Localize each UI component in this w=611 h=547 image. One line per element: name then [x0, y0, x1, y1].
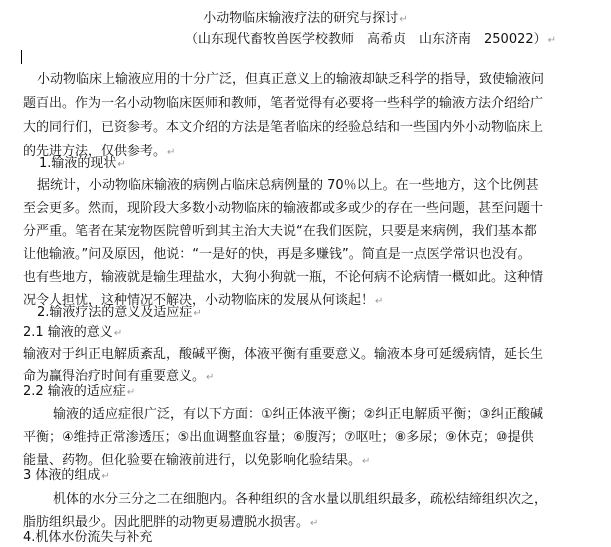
paragraph-mark-icon: ↵: [117, 159, 126, 170]
paragraph-mark-icon: ↵: [547, 35, 557, 46]
body-line[interactable]: [23, 268, 543, 287]
heading-text: 2.输液疗法的意义及适应症: [37, 305, 193, 320]
paragraph-mark-icon: ↵: [399, 14, 408, 25]
line-text: 机体的水分三分之二在细胞内。各种组织的含水量以肌组织最多，疏松结缔组织次之，: [53, 492, 548, 507]
line-text: 能量、药物。但化验要在输液前进行，以免影响化验结果。: [23, 453, 362, 468]
heading-text: 1.输液的现状: [39, 156, 117, 171]
section-heading[interactable]: [23, 528, 152, 547]
body-line[interactable]: [37, 176, 539, 195]
line-text: 输液的适应症很广泛，有以下方面：①纠正体液平衡；②纠正电解质平衡；③纠正酸碱: [53, 407, 543, 422]
body-line[interactable]: [23, 118, 543, 137]
body-line[interactable]: [37, 70, 544, 89]
paragraph-mark-icon: ↵: [101, 471, 110, 482]
text-cursor: [21, 50, 22, 64]
body-line[interactable]: [23, 345, 543, 364]
body-line[interactable]: [23, 428, 534, 447]
heading-text: 2.2 输液的适应症: [23, 384, 126, 399]
section-heading[interactable]: [37, 303, 202, 323]
author-text: （山东现代畜牧兽医学校教师 高希贞 山东济南 250022）: [185, 32, 547, 47]
heading-text: 4.机体水份流失与补充: [23, 530, 153, 545]
line-text: 分严重。笔者在某宠物医院曾听到其主治大夫说“在我们医院，只要是来病例，我们基本都: [23, 224, 537, 239]
body-line[interactable]: [23, 199, 543, 218]
line-text: 也有些地方，输液就是输生理盐水，大狗小狗就一瓶，不论何病不论病情一概如此。这种情: [23, 270, 544, 285]
paragraph-mark-icon: ↵: [113, 328, 123, 339]
body-line[interactable]: [53, 405, 543, 424]
paragraph-mark-icon: ↵: [206, 372, 215, 383]
subsection-heading[interactable]: [23, 323, 122, 343]
line-text: 大的同行们，已资参考。本文介绍的方法是笔者临床的经验总结和一些国内外小动物临床上: [23, 120, 544, 135]
body-line[interactable]: [23, 222, 537, 241]
line-text: 输液对于纠正电解质紊乱，酸碱平衡，体液平衡有重要意义。输液本身可延缓病情，延长生: [23, 347, 544, 362]
paragraph-mark-icon: ↵: [193, 308, 202, 319]
section-heading[interactable]: [23, 466, 110, 486]
section-heading[interactable]: [39, 154, 126, 174]
line-text: 至会更多。然而，现阶段大多数小动物临床的输液都或多或少的存在一些问题，甚至问题十: [23, 201, 544, 216]
paragraph-mark-icon: ↵: [126, 387, 136, 398]
line-text: 况令人担忧，这种情况不解决，小动物临床的发展从何谈起！: [23, 293, 375, 308]
line-text: 题百出。作为一名小动物临床医师和教师，笔者觉得有必要将一些科学的输液方法介绍给广: [23, 96, 544, 111]
body-line[interactable]: [53, 490, 547, 509]
line-text: 的先进方法，仅供参考。: [23, 144, 167, 159]
paragraph-mark-icon: ↵: [167, 147, 176, 158]
paragraph-mark-icon: ↵: [362, 456, 371, 467]
line-text: 平衡；④维持正常渗透压；⑤出血调整血容量；⑥腹泻；⑦呕吐；⑧多尿；⑨休克；⑩提供: [23, 430, 534, 445]
paragraph-mark-icon: ↵: [310, 518, 319, 529]
body-line[interactable]: [23, 245, 531, 264]
heading-text: 2.1 输液的意义: [23, 325, 113, 340]
line-text: 小动物临床上输液应用的十分广泛，但真正意义上的输液却缺乏科学的指导，致使输液问: [37, 72, 545, 87]
line-text: 脂肪组织最少。因此肥胖的动物更易遭脱水损害。: [23, 515, 310, 530]
title-text: 小动物临床输液疗法的研究与探讨: [203, 11, 399, 26]
heading-text: 3 体液的组成: [23, 468, 101, 483]
document-title: [0, 9, 611, 29]
line-text: 让他输液。”问及原因，他说：“一是好的快，再是多赚钱”。简直是一点医学常识也没有。: [23, 247, 531, 262]
paragraph-mark-icon: ↵: [375, 296, 384, 307]
line-text: 据统计，小动物临床输液的病例占临床总病例量的 70％以上。在一些地方，这个比例甚: [37, 178, 539, 193]
body-line[interactable]: [23, 94, 543, 113]
subsection-heading[interactable]: [23, 382, 135, 402]
author-line: [185, 30, 556, 50]
line-text: 命为赢得治疗时间有重要意义。: [23, 369, 206, 384]
